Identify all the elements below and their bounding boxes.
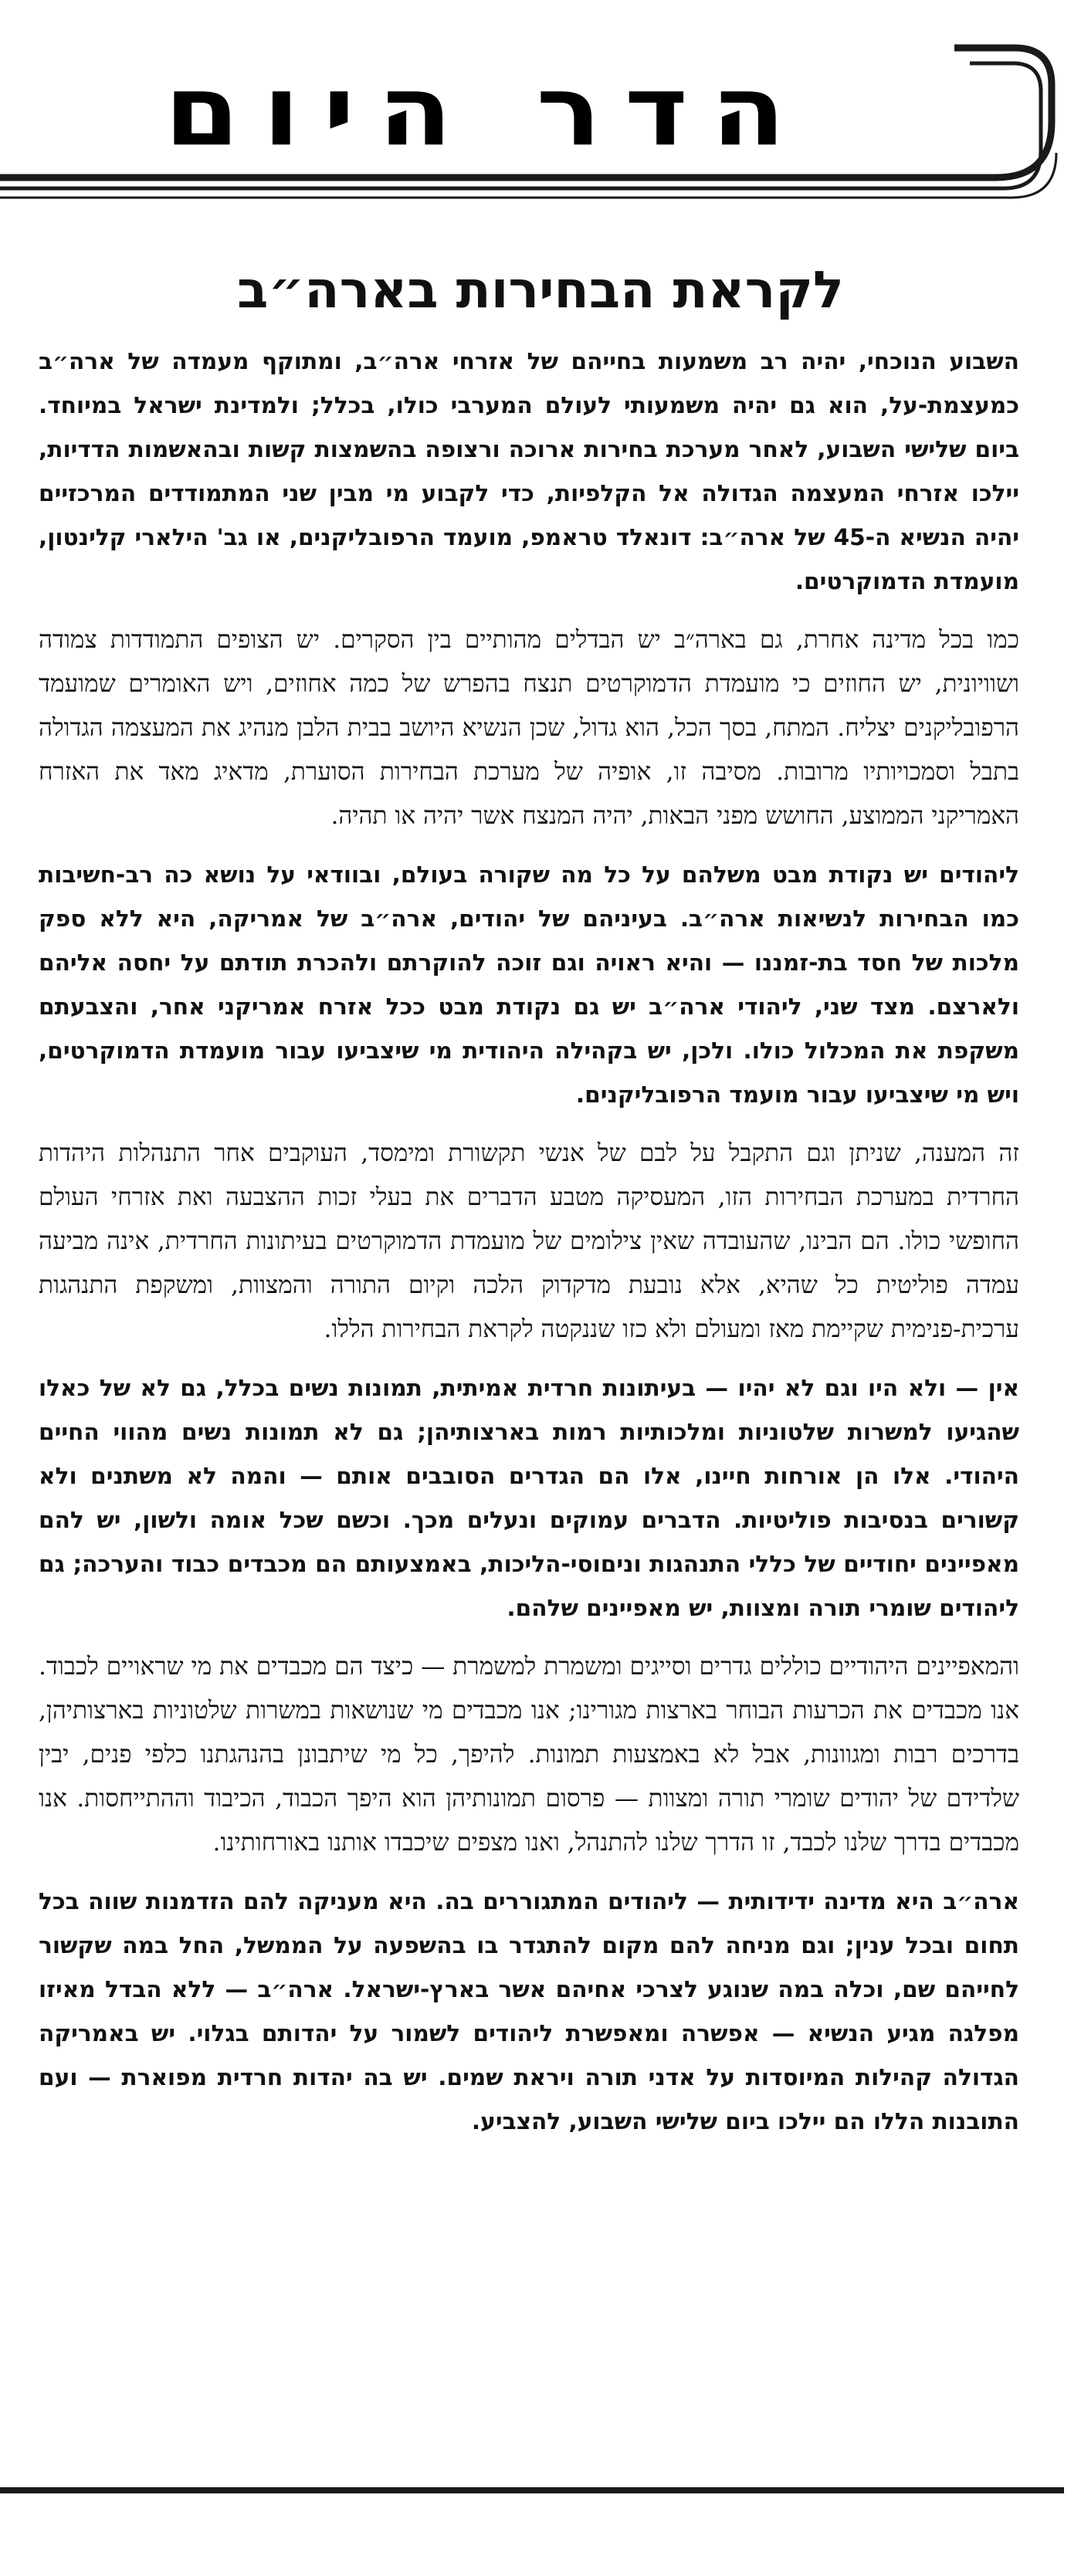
bottom-rule — [0, 2487, 1064, 2493]
article-paragraph: ליהודים יש נקודת מבט משלהם על כל מה שקורה בעולם, ובוודאי על נושא כה רב-חשיבות כמו הבחירות לנשיאות ארה״ב. בעיניהם של יהודים, ארה״ב של אמריקה, היא ללא ספק מלכות של חסד בת-זמננו — והיא ראויה וגם זוכה להוקרתם ולהכרת תודתם על יחסה אליהם ולארצם. מצד שני, ליהודי ארה״ב יש גם נקודת מבט ככל אזרח אמריקני אחר, והצבעתם משקפת את המכלול כולו. ולכן, יש בקהילה היהודית מי שיצביעו עבור מועמדת הדמוקרטים, ויש מי שיצביעו עבור מועמד הרפובליקנים. — [39, 861, 1019, 1108]
article-paragraph: זה המענה, שניתן וגם התקבל על לבם של אנשי תקשורת ומימסד, העוקבים אחר התנהלות היהדות החרדית במערכת הבחירות הזו, המעסיקה מטבע הדברים את בעלי זכות ההצבעה ואת אזרחי העולם החופשי כולו. הם הבינו, שהעובדה שאין צילומים של מועמדת הדמוקרטים בעיתונות החרדית, אינה מביעה עמדה פוליטית כל שהיא, אלא נובעת מדקדוק הלכה וקיום התורה והמצוות, ומשקפת התנהגות ערכית-פנימית שקיימת מאז ומעולם ולא כזו שננקטה לקראת הבחירות הללו. — [39, 1139, 1019, 1343]
masthead — [0, 40, 1059, 202]
article-body — [39, 340, 1019, 2158]
headline: לקראת הבחירות בארה״ב — [237, 260, 844, 320]
masthead-title: הדר היום — [164, 55, 809, 168]
article-paragraph: אין — ולא היו וגם לא יהיו — בעיתונות חרדית אמיתית, תמונות נשים בכלל, גם לא של כאלו שהגיעו למשרות שלטוניות ומלכותיות רמות בארצותיהן; גם לא תמונות נשים מהווי החיים היהודי. אלו הן אורחות חיינו, אלו הם הגדרים הסובבים אותם — והמה לא משתנים ולא קשורים בנסיבות פוליטיות. הדברים עמוקים ונעלים מכך. וכשם שכל אומה ולשון, יש להם מאפיינים יחודיים של כללי התנהגות וניםוסי-הליכות, באמצעותם הם מכבדים כבוד והערכה; גם ליהודים שומרי תורה ומצוות, יש מאפיינים שלהם. — [39, 1375, 1019, 1621]
article-paragraph: ארה״ב היא מדינה ידידותית — ליהודים המתגוררים בה. היא מעניקה להם הזדמנות שווה בכל תחום ובכל ענין; וגם מניחה להם מקום להתגדר בו בהשפעה על הממשל, החל במה שקשור לחייהם שם, וכלה במה שנוגע לצרכי אחיהם אשר בארץ-ישראל. ארה״ב — ללא הבדל מאיזו מפלגה מגיע הנשיא — אפשרה ומאפשרת ליהודים לשמור על יהדותם בגלוי. יש באמריקה הגדולה קהילות המיוסדות על אדני תורה ויראת שמים. יש בה יהדות חרדית מפוארת — ועם התובנות הללו הם יילכו ביום שלישי השבוע, להצביע. — [39, 1888, 1019, 2134]
article-paragraph: והמאפיינים היהודיים כוללים גדרים וסייגים ומשמרת למשמרת — כיצד הם מכבדים את מי שראויים לכבוד. אנו מכבדים את הכרעות הבוחר בארצות מגורינו; אנו מכבדים מי שנושאות במשרות שלטוניות בארצותיהן, בדרכים רבות ומגוונות, אבל לא באמצעות תמונות. להיפך, כל מי שיתבונן בהנהגתנו כלפי פנים, יבין שלדידם של יהודים שומרי תורה ומצוות — פרסום תמונותיהן הוא היפך הכבוד, הכיבוד וההתייחסות. אנו מכבדים בדרך שלנו לכבד, זו הדרך שלנו להתנהל, ואנו מצפים שיכבדו אותנו באורחותינו. — [39, 1653, 1019, 1857]
article-paragraph: השבוע הנוכחי, יהיה רב משמעות בחייהם של אזרחי ארה״ב, ומתוקף מעמדה של ארה״ב כמעצמת-על, הוא גם יהיה משמעותי לעולם המערבי כולו, בכלל; ולמדינת ישראל במיוחד. ביום שלישי השבוע, לאחר מערכת בחירות ארוכה ורצופה בהשמצות קשות ובהאשמות הדדיות, יילכו אזרחי המעצמה הגדולה אל הקלפיות, כדי לקבוע מי מבין שני המתמודדים המרכזיים יהיה הנשיא ה-45 של ארה״ב: דונאלד טראמפ, מועמד הרפובליקנים, או גב' הילארי קלינטון, מועמדת הדמוקרטים. — [39, 348, 1020, 594]
article-paragraph: כמו בכל מדינה אחרת, גם בארה״ב יש הבדלים מהותיים בין הסקרים. יש הצופים התמודדות צמודה ושוויונית, יש החוזים כי מועמדת הדמוקרטים תנצח בהפרש של כמה אחוזים, ויש האומרים שמועמד הרפובליקנים יצליח. המתח, בסך הכל, הוא גדול, שכן הנשיא היושב בבית הלבן מנהיג את המעצמה הגדולה בתבל וסמכויותיו מרובות. מסיבה זו, אופיה של מערכת הבחירות הסוערת, מדאיג מאד את האזרח האמריקני הממוצע, החושש מפני הבאות, יהיה המנצח אשר יהיה או תהיה. — [39, 626, 1019, 830]
